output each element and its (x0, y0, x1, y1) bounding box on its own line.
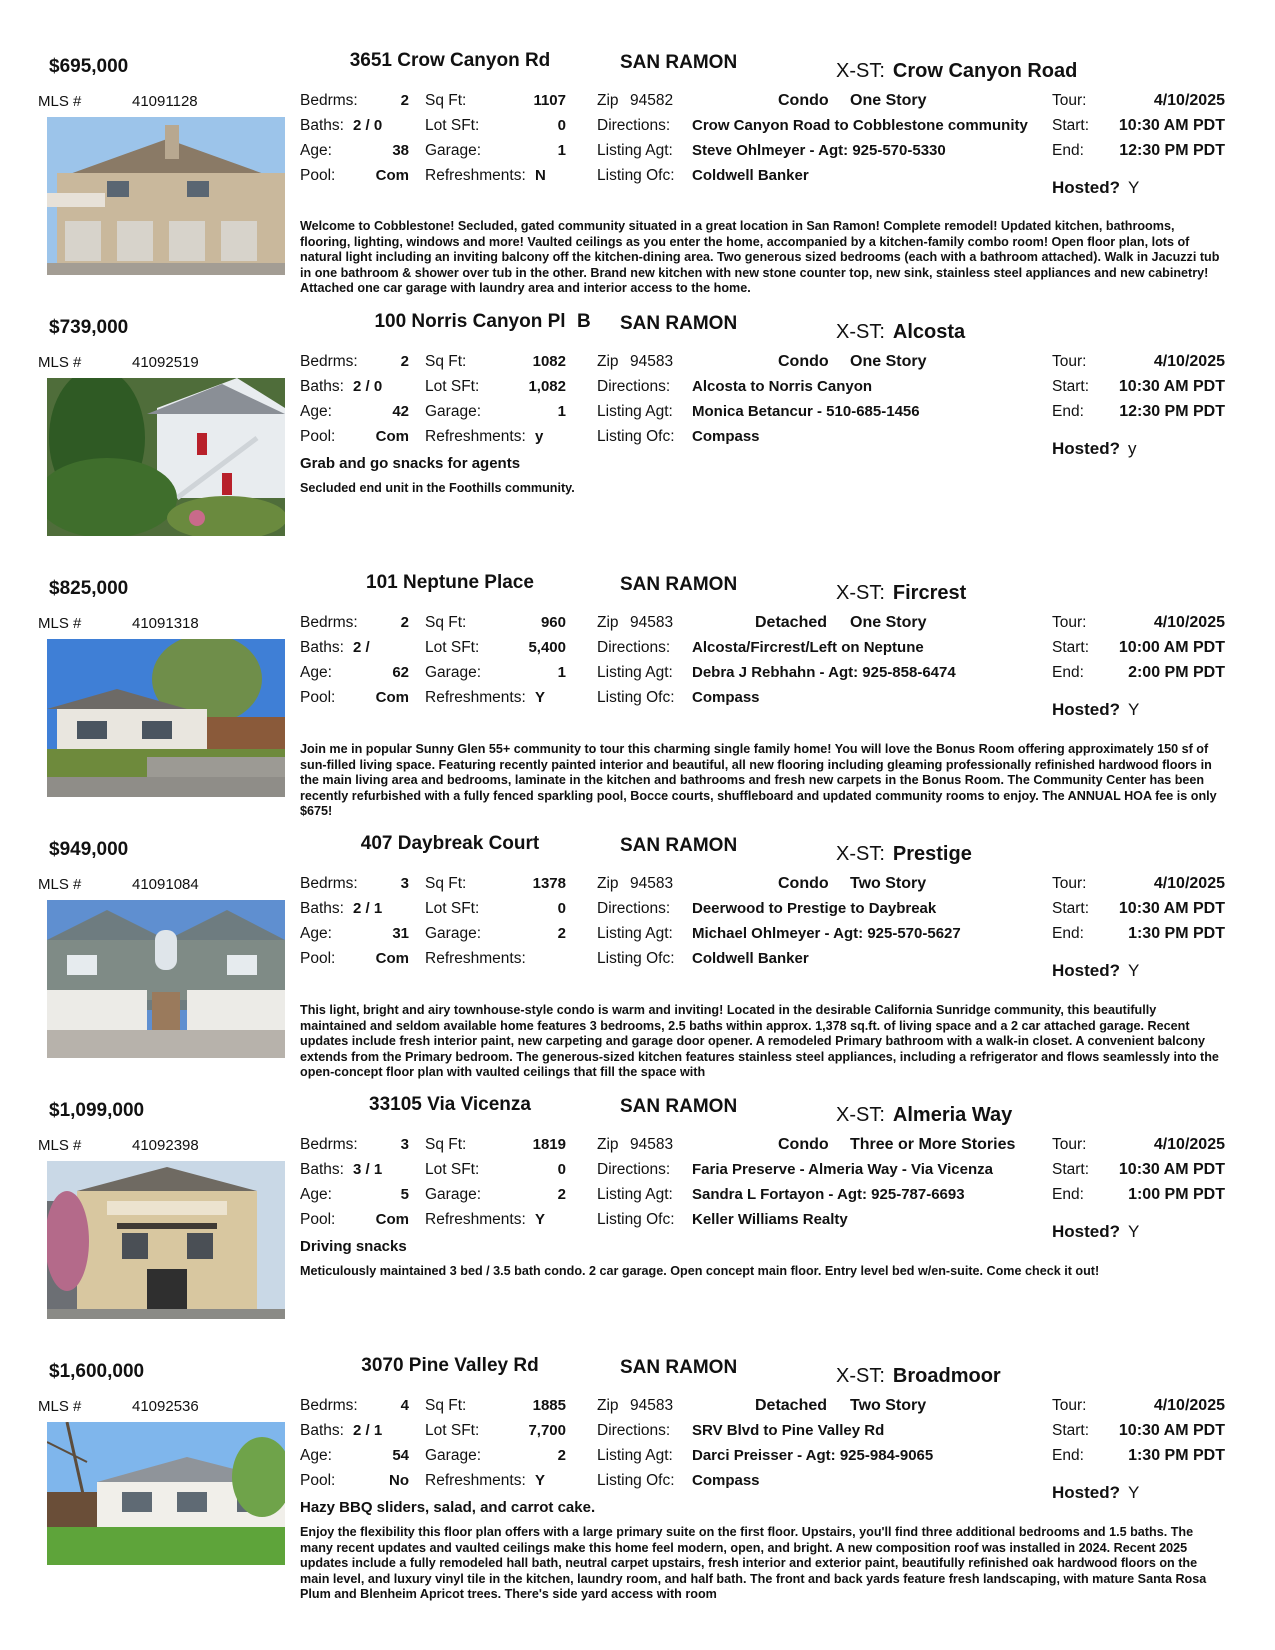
cross-street-value: Fircrest (892, 582, 967, 604)
refreshment-note: Hazy BBQ sliders, salad, and carrot cake. (300, 1499, 596, 1516)
garage-value: 2 (557, 1447, 566, 1464)
office-label: Listing Ofc: (597, 428, 675, 445)
listing-description: This light, bright and airy townhouse-style condo is warm and inviting! Located in the desirable California Sunridge community, this beautifully maintained and seldom available home features 3 bedrooms, 2.5 baths within approx. 1,378 sq.ft. of living space and a 2 car attached garage. Recent updates include fresh interior paint, new carpeting and garage door opener. A remodeled Primary bathroom with a walk-in closet. A convenient balcony extends from the Primary bedroom. The generous-sized kitchen features stainless steel appliances, including a refrigerator and flows seamlessly into the open-concept floor plan with vaulted ceilings that fill the space with (300, 1003, 1219, 1080)
start-label: Start: (1052, 1161, 1090, 1178)
property-stories: Three or More Stories (850, 1136, 1016, 1153)
agent-label: Listing Agt: (597, 664, 673, 681)
mls-number: 41091318 (132, 615, 199, 632)
office-label: Listing Ofc: (597, 1211, 675, 1228)
agent-value: Debra J Rebhahn - Agt: 925-858-6474 (692, 664, 956, 681)
listing-price: $1,600,000 (49, 1361, 145, 1382)
bedrooms-value: 4 (400, 1397, 409, 1414)
agent-label: Listing Agt: (597, 403, 673, 420)
listing-card (0, 311, 1275, 571)
mls-label: MLS # (38, 1137, 82, 1154)
end-time: 2:00 PM PDT (1128, 664, 1225, 681)
lot-value: 0 (557, 117, 566, 134)
directions-value: Alcosta to Norris Canyon (692, 378, 873, 395)
refreshments-label: Refreshments: (425, 1211, 526, 1228)
lot-label: Lot SFt: (425, 1422, 480, 1439)
directions-value: Deerwood to Prestige to Daybreak (692, 900, 937, 917)
hosted-value: Y (1128, 1222, 1140, 1241)
listing-address: 100 Norris Canyon Pl (374, 311, 566, 332)
cross-street (836, 1365, 1001, 1388)
lot-label: Lot SFt: (425, 378, 480, 395)
mls-number: 41092398 (132, 1137, 199, 1154)
garage-label: Garage: (425, 925, 482, 942)
zip-label: Zip (597, 614, 619, 631)
tour-date: 4/10/2025 (1153, 92, 1225, 109)
hosted-value: Y (1128, 178, 1140, 197)
mls-number: 41092519 (132, 354, 199, 371)
bedrooms-label: Bedrms: (300, 92, 358, 109)
pool-label: Pool: (300, 1472, 336, 1489)
tour-date: 4/10/2025 (1153, 614, 1225, 631)
tour-label: Tour: (1052, 1397, 1087, 1414)
start-time: 10:00 AM PDT (1118, 639, 1225, 656)
cross-street-label: X-ST: (836, 321, 885, 343)
garage-label: Garage: (425, 664, 482, 681)
listing-city: SAN RAMON (620, 574, 738, 595)
tour-date: 4/10/2025 (1153, 1397, 1225, 1414)
pool-value: Com (375, 428, 409, 445)
zip-value: 94583 (630, 614, 674, 631)
mls-label: MLS # (38, 93, 82, 110)
sqft-label: Sq Ft: (425, 614, 467, 631)
bedrooms-label: Bedrms: (300, 1136, 358, 1153)
cross-street-label: X-ST: (836, 60, 885, 82)
listing-city: SAN RAMON (620, 835, 738, 856)
hosted-value: y (1128, 439, 1137, 458)
end-label: End: (1052, 664, 1084, 681)
property-photo[interactable] (47, 1161, 285, 1319)
lot-value: 1,082 (528, 378, 566, 395)
listing-description: Welcome to Cobblestone! Secluded, gated community situated in a great location in San Ramon! Complete remodel! Updated kitchen, bathrooms, flooring, lighting, windows and more! Vaulted ceilings as you enter the home, accompanied by a kitchen-family combo room! Open floor plan, lots of natural light including an inviting balcony off the kitchen-dining area. Two generous sized bedrooms (each with a bathroom attached). Walk in Jacuzzi tub in one bathroom & shower over tub in the other. Brand new kitchen with new stone counter top, new sink, stainless steel appliances and new cabinetry! Attached one car garage with laundry area and interior access to the home. (300, 219, 1220, 296)
agent-value: Darci Preisser - Agt: 925-984-9065 (692, 1447, 934, 1464)
sqft-label: Sq Ft: (425, 1397, 467, 1414)
office-label: Listing Ofc: (597, 950, 675, 967)
zip-label: Zip (597, 353, 619, 370)
property-photo[interactable] (47, 900, 285, 1058)
cross-street (836, 60, 1077, 83)
property-photo[interactable] (47, 1422, 285, 1565)
hosted-label: Hosted? (1052, 961, 1120, 980)
age-value: 31 (392, 925, 409, 942)
garage-value: 1 (557, 664, 566, 681)
age-label: Age: (300, 403, 332, 420)
start-label: Start: (1052, 639, 1090, 656)
listing-address: 407 Daybreak Court (360, 833, 540, 854)
zip-value: 94583 (630, 1397, 674, 1414)
baths-label: Baths: (300, 639, 344, 656)
refreshments-label: Refreshments: (425, 428, 526, 445)
garage-value: 1 (557, 142, 566, 159)
listing-card (0, 833, 1275, 1093)
office-label: Listing Ofc: (597, 1472, 675, 1489)
agent-label: Listing Agt: (597, 142, 673, 159)
tour-label: Tour: (1052, 1136, 1087, 1153)
agent-value: Steve Ohlmeyer - Agt: 925-570-5330 (692, 142, 946, 159)
sqft-label: Sq Ft: (425, 92, 467, 109)
listing-description: Secluded end unit in the Foothills community. (300, 481, 575, 495)
bedrooms-label: Bedrms: (300, 875, 358, 892)
refreshments-value: Y (535, 1211, 546, 1228)
listing-address: 33105 Via Vicenza (369, 1094, 531, 1115)
agent-label: Listing Agt: (597, 1186, 673, 1203)
start-label: Start: (1052, 378, 1090, 395)
listing-card (0, 1094, 1275, 1354)
garage-label: Garage: (425, 403, 482, 420)
age-label: Age: (300, 1186, 332, 1203)
listing-description: Join me in popular Sunny Glen 55+ community to tour this charming single family home! You will love the Bonus Room offering approximately 150 sf of sun-filled living space. Featuring recently painted interior and beautiful, all new flooring including gleaming professionally refinished hardwood floors in the main living area and bedrooms, laminate in the kitchen and bathrooms and fresh new carpets in the Bonus Room. The Community Center has been recently refurbished with a fully fenced sparkling pool, Bocce courts, shuffleboard and updated community rooms to enjoy. The ANNUAL HOA fee is only $675! (300, 742, 1217, 819)
sqft-value: 1107 (533, 92, 566, 109)
directions-label: Directions: (597, 900, 671, 917)
age-value: 54 (392, 1447, 409, 1464)
refreshments-value: y (535, 428, 544, 445)
hosted (1052, 1483, 1139, 1503)
end-label: End: (1052, 925, 1084, 942)
agent-value: Sandra L Fortayon - Agt: 925-787-6693 (692, 1186, 965, 1203)
end-time: 1:30 PM PDT (1128, 1447, 1225, 1464)
listing-description: Enjoy the flexibility this floor plan offers with a large primary suite on the first floor. Upstairs, you'll find three additional bedrooms and 1.5 baths. The many recent updates and vaulted ceilings make this home feel modern, open, and bright. A new composition roof was installed in 2024. Recent 2025 updates include a fully remodeled hall bath, neutral carpet upstairs, fresh interior and exterior paint, beautifully refinished oak hardwood floors on the main level, and luxury vinyl tile in the kitchen, laundry room, and half bath. The front and back yards feature fresh landscaping, with mature Santa Rosa Plum and Blenheim Apricot trees. There's side yard access with room (300, 1525, 1207, 1602)
lot-value: 0 (557, 1161, 566, 1178)
property-type: Condo (778, 92, 829, 109)
lot-value: 0 (557, 900, 566, 917)
bedrooms-label: Bedrms: (300, 614, 358, 631)
agent-label: Listing Agt: (597, 925, 673, 942)
garage-label: Garage: (425, 142, 482, 159)
zip-label: Zip (597, 1397, 619, 1414)
property-stories: Two Story (850, 875, 927, 892)
sqft-value: 1378 (532, 875, 566, 892)
refreshment-note: Grab and go snacks for agents (300, 455, 521, 472)
age-value: 38 (392, 142, 409, 159)
office-value: Compass (692, 689, 760, 706)
sqft-value: 960 (540, 614, 566, 631)
pool-value: Com (375, 167, 409, 184)
zip-value: 94583 (630, 875, 674, 892)
tour-label: Tour: (1052, 92, 1087, 109)
hosted-label: Hosted? (1052, 439, 1120, 458)
refreshment-note: Driving snacks (300, 1238, 407, 1255)
cross-street (836, 582, 966, 605)
bedrooms-value: 2 (400, 353, 409, 370)
hosted (1052, 961, 1139, 981)
cross-street (836, 843, 972, 866)
start-label: Start: (1052, 900, 1090, 917)
listing-unit: B (577, 311, 591, 332)
cross-street-value: Broadmoor (892, 1365, 1001, 1387)
sqft-value: 1819 (532, 1136, 566, 1153)
lot-label: Lot SFt: (425, 900, 480, 917)
garage-value: 2 (557, 925, 566, 942)
start-time: 10:30 AM PDT (1118, 1161, 1225, 1178)
zip-value: 94582 (630, 92, 674, 109)
directions-label: Directions: (597, 1422, 671, 1439)
baths-value: 2 / 0 (353, 378, 383, 395)
cross-street (836, 1104, 1012, 1127)
agent-label: Listing Agt: (597, 1447, 673, 1464)
pool-value: Com (375, 1211, 409, 1228)
lot-label: Lot SFt: (425, 1161, 480, 1178)
hosted (1052, 1222, 1139, 1242)
property-type: Detached (755, 1397, 828, 1414)
tour-label: Tour: (1052, 614, 1087, 631)
office-label: Listing Ofc: (597, 167, 675, 184)
baths-value: 2 / 0 (353, 117, 383, 134)
listing-address: 3070 Pine Valley Rd (361, 1355, 539, 1376)
pool-value: Com (375, 950, 409, 967)
end-time: 12:30 PM PDT (1119, 403, 1225, 420)
baths-value: 2 / 1 (353, 1422, 383, 1439)
garage-value: 1 (557, 403, 566, 420)
baths-label: Baths: (300, 1161, 344, 1178)
directions-label: Directions: (597, 639, 671, 656)
directions-value: Crow Canyon Road to Cobblestone community (692, 117, 1028, 134)
property-type: Detached (755, 614, 828, 631)
baths-value: 2 / 1 (353, 900, 383, 917)
baths-label: Baths: (300, 1422, 344, 1439)
agent-value: Michael Ohlmeyer - Agt: 925-570-5627 (692, 925, 961, 942)
listing-description: Meticulously maintained 3 bed / 3.5 bath condo. 2 car garage. Open concept main floor. Entry level bed w/en-suite. Come check it out! (300, 1264, 1100, 1278)
cross-street-value: Crow Canyon Road (892, 60, 1078, 82)
hosted-value: Y (1128, 700, 1140, 719)
office-value: Compass (692, 1472, 760, 1489)
property-stories: Two Story (850, 1397, 927, 1414)
office-value: Compass (692, 428, 760, 445)
listing-card (0, 50, 1275, 310)
agent-value: Monica Betancur - 510-685-1456 (692, 403, 920, 420)
bedrooms-value: 3 (400, 875, 409, 892)
end-label: End: (1052, 1447, 1084, 1464)
mls-label: MLS # (38, 615, 82, 632)
office-label: Listing Ofc: (597, 689, 675, 706)
cross-street-value: Prestige (892, 843, 972, 865)
directions-value: Faria Preserve - Almeria Way - Via Vicenza (692, 1161, 993, 1178)
mls-number: 41092536 (132, 1398, 199, 1415)
mls-label: MLS # (38, 876, 82, 893)
zip-label: Zip (597, 875, 619, 892)
refreshments-value: Y (535, 689, 546, 706)
cross-street-label: X-ST: (836, 582, 885, 604)
office-value: Keller Williams Realty (692, 1211, 848, 1228)
mls-number: 41091084 (132, 876, 199, 893)
listing-price: $739,000 (49, 317, 129, 338)
sqft-label: Sq Ft: (425, 1136, 467, 1153)
directions-value: Alcosta/Fircrest/Left on Neptune (692, 639, 924, 656)
property-photo[interactable] (47, 378, 285, 536)
hosted-label: Hosted? (1052, 700, 1120, 719)
pool-label: Pool: (300, 689, 336, 706)
baths-label: Baths: (300, 900, 344, 917)
cross-street-label: X-ST: (836, 1365, 885, 1387)
cross-street-value: Alcosta (892, 321, 966, 343)
zip-label: Zip (597, 1136, 619, 1153)
mls-label: MLS # (38, 1398, 82, 1415)
hosted (1052, 700, 1139, 720)
property-type: Condo (778, 353, 829, 370)
property-type: Condo (778, 1136, 829, 1153)
office-value: Coldwell Banker (692, 950, 809, 967)
directions-value: SRV Blvd to Pine Valley Rd (692, 1422, 885, 1439)
hosted-label: Hosted? (1052, 1483, 1120, 1502)
directions-label: Directions: (597, 1161, 671, 1178)
garage-value: 2 (557, 1186, 566, 1203)
garage-label: Garage: (425, 1186, 482, 1203)
start-time: 10:30 AM PDT (1118, 117, 1225, 134)
bedrooms-label: Bedrms: (300, 1397, 358, 1414)
hosted-label: Hosted? (1052, 178, 1120, 197)
listing-city: SAN RAMON (620, 1357, 738, 1378)
sqft-value: 1082 (532, 353, 566, 370)
listing-price: $949,000 (49, 839, 129, 860)
refreshments-value: Y (535, 1472, 546, 1489)
listing-price: $825,000 (49, 578, 129, 599)
sqft-label: Sq Ft: (425, 353, 467, 370)
end-time: 1:00 PM PDT (1128, 1186, 1225, 1203)
pool-value: Com (375, 689, 409, 706)
age-label: Age: (300, 1447, 332, 1464)
pool-label: Pool: (300, 167, 336, 184)
age-value: 62 (392, 664, 409, 681)
property-photo[interactable] (47, 639, 285, 797)
baths-label: Baths: (300, 378, 344, 395)
property-stories: One Story (850, 353, 927, 370)
hosted (1052, 178, 1139, 198)
age-value: 5 (400, 1186, 409, 1203)
tour-date: 4/10/2025 (1153, 353, 1225, 370)
hosted (1052, 439, 1137, 459)
end-label: End: (1052, 142, 1084, 159)
end-label: End: (1052, 1186, 1084, 1203)
listing-address: 3651 Crow Canyon Rd (349, 50, 551, 71)
baths-value: 3 / 1 (353, 1161, 383, 1178)
directions-label: Directions: (597, 378, 671, 395)
listing-card (0, 1355, 1275, 1615)
sqft-label: Sq Ft: (425, 875, 467, 892)
tour-date: 4/10/2025 (1153, 1136, 1225, 1153)
pool-label: Pool: (300, 1211, 336, 1228)
sqft-value: 1885 (532, 1397, 566, 1414)
hosted-label: Hosted? (1052, 1222, 1120, 1241)
refreshments-label: Refreshments: (425, 1472, 526, 1489)
zip-label: Zip (597, 92, 619, 109)
lot-value: 5,400 (528, 639, 566, 656)
tour-label: Tour: (1052, 875, 1087, 892)
age-label: Age: (300, 664, 332, 681)
property-photo[interactable] (47, 117, 285, 275)
start-label: Start: (1052, 1422, 1090, 1439)
mls-label: MLS # (38, 354, 82, 371)
tour-date: 4/10/2025 (1153, 875, 1225, 892)
start-time: 10:30 AM PDT (1118, 1422, 1225, 1439)
property-stories: One Story (850, 92, 927, 109)
refreshments-label: Refreshments: (425, 689, 526, 706)
end-time: 1:30 PM PDT (1128, 925, 1225, 942)
directions-label: Directions: (597, 117, 671, 134)
start-time: 10:30 AM PDT (1118, 378, 1225, 395)
age-value: 42 (392, 403, 409, 420)
zip-value: 94583 (630, 353, 674, 370)
end-label: End: (1052, 403, 1084, 420)
start-label: Start: (1052, 117, 1090, 134)
property-type: Condo (778, 875, 829, 892)
pool-label: Pool: (300, 950, 336, 967)
end-time: 12:30 PM PDT (1119, 142, 1225, 159)
pool-label: Pool: (300, 428, 336, 445)
listing-card (0, 572, 1275, 832)
hosted-value: Y (1128, 961, 1140, 980)
cross-street-label: X-ST: (836, 843, 885, 865)
bedrooms-value: 2 (400, 92, 409, 109)
refreshments-value: N (535, 167, 546, 184)
garage-label: Garage: (425, 1447, 482, 1464)
age-label: Age: (300, 142, 332, 159)
listing-price: $695,000 (49, 56, 129, 77)
age-label: Age: (300, 925, 332, 942)
pool-value: No (389, 1472, 409, 1489)
refreshments-label: Refreshments: (425, 950, 526, 967)
lot-value: 7,700 (528, 1422, 566, 1439)
refreshments-label: Refreshments: (425, 167, 526, 184)
lot-label: Lot SFt: (425, 117, 480, 134)
hosted-value: Y (1128, 1483, 1140, 1502)
cross-street-label: X-ST: (836, 1104, 885, 1126)
bedrooms-value: 2 (400, 614, 409, 631)
listing-city: SAN RAMON (620, 52, 738, 73)
cross-street-value: Almeria Way (892, 1104, 1013, 1126)
zip-value: 94583 (630, 1136, 674, 1153)
baths-label: Baths: (300, 117, 344, 134)
office-value: Coldwell Banker (692, 167, 809, 184)
listing-city: SAN RAMON (620, 313, 738, 334)
bedrooms-value: 3 (400, 1136, 409, 1153)
cross-street (836, 321, 965, 344)
tour-label: Tour: (1052, 353, 1087, 370)
bedrooms-label: Bedrms: (300, 353, 358, 370)
mls-number: 41091128 (132, 93, 198, 110)
start-time: 10:30 AM PDT (1118, 900, 1225, 917)
listing-price: $1,099,000 (49, 1100, 145, 1121)
baths-value: 2 / (353, 639, 370, 656)
listing-city: SAN RAMON (620, 1096, 738, 1117)
property-stories: One Story (850, 614, 927, 631)
listing-address: 101 Neptune Place (366, 572, 534, 593)
lot-label: Lot SFt: (425, 639, 480, 656)
